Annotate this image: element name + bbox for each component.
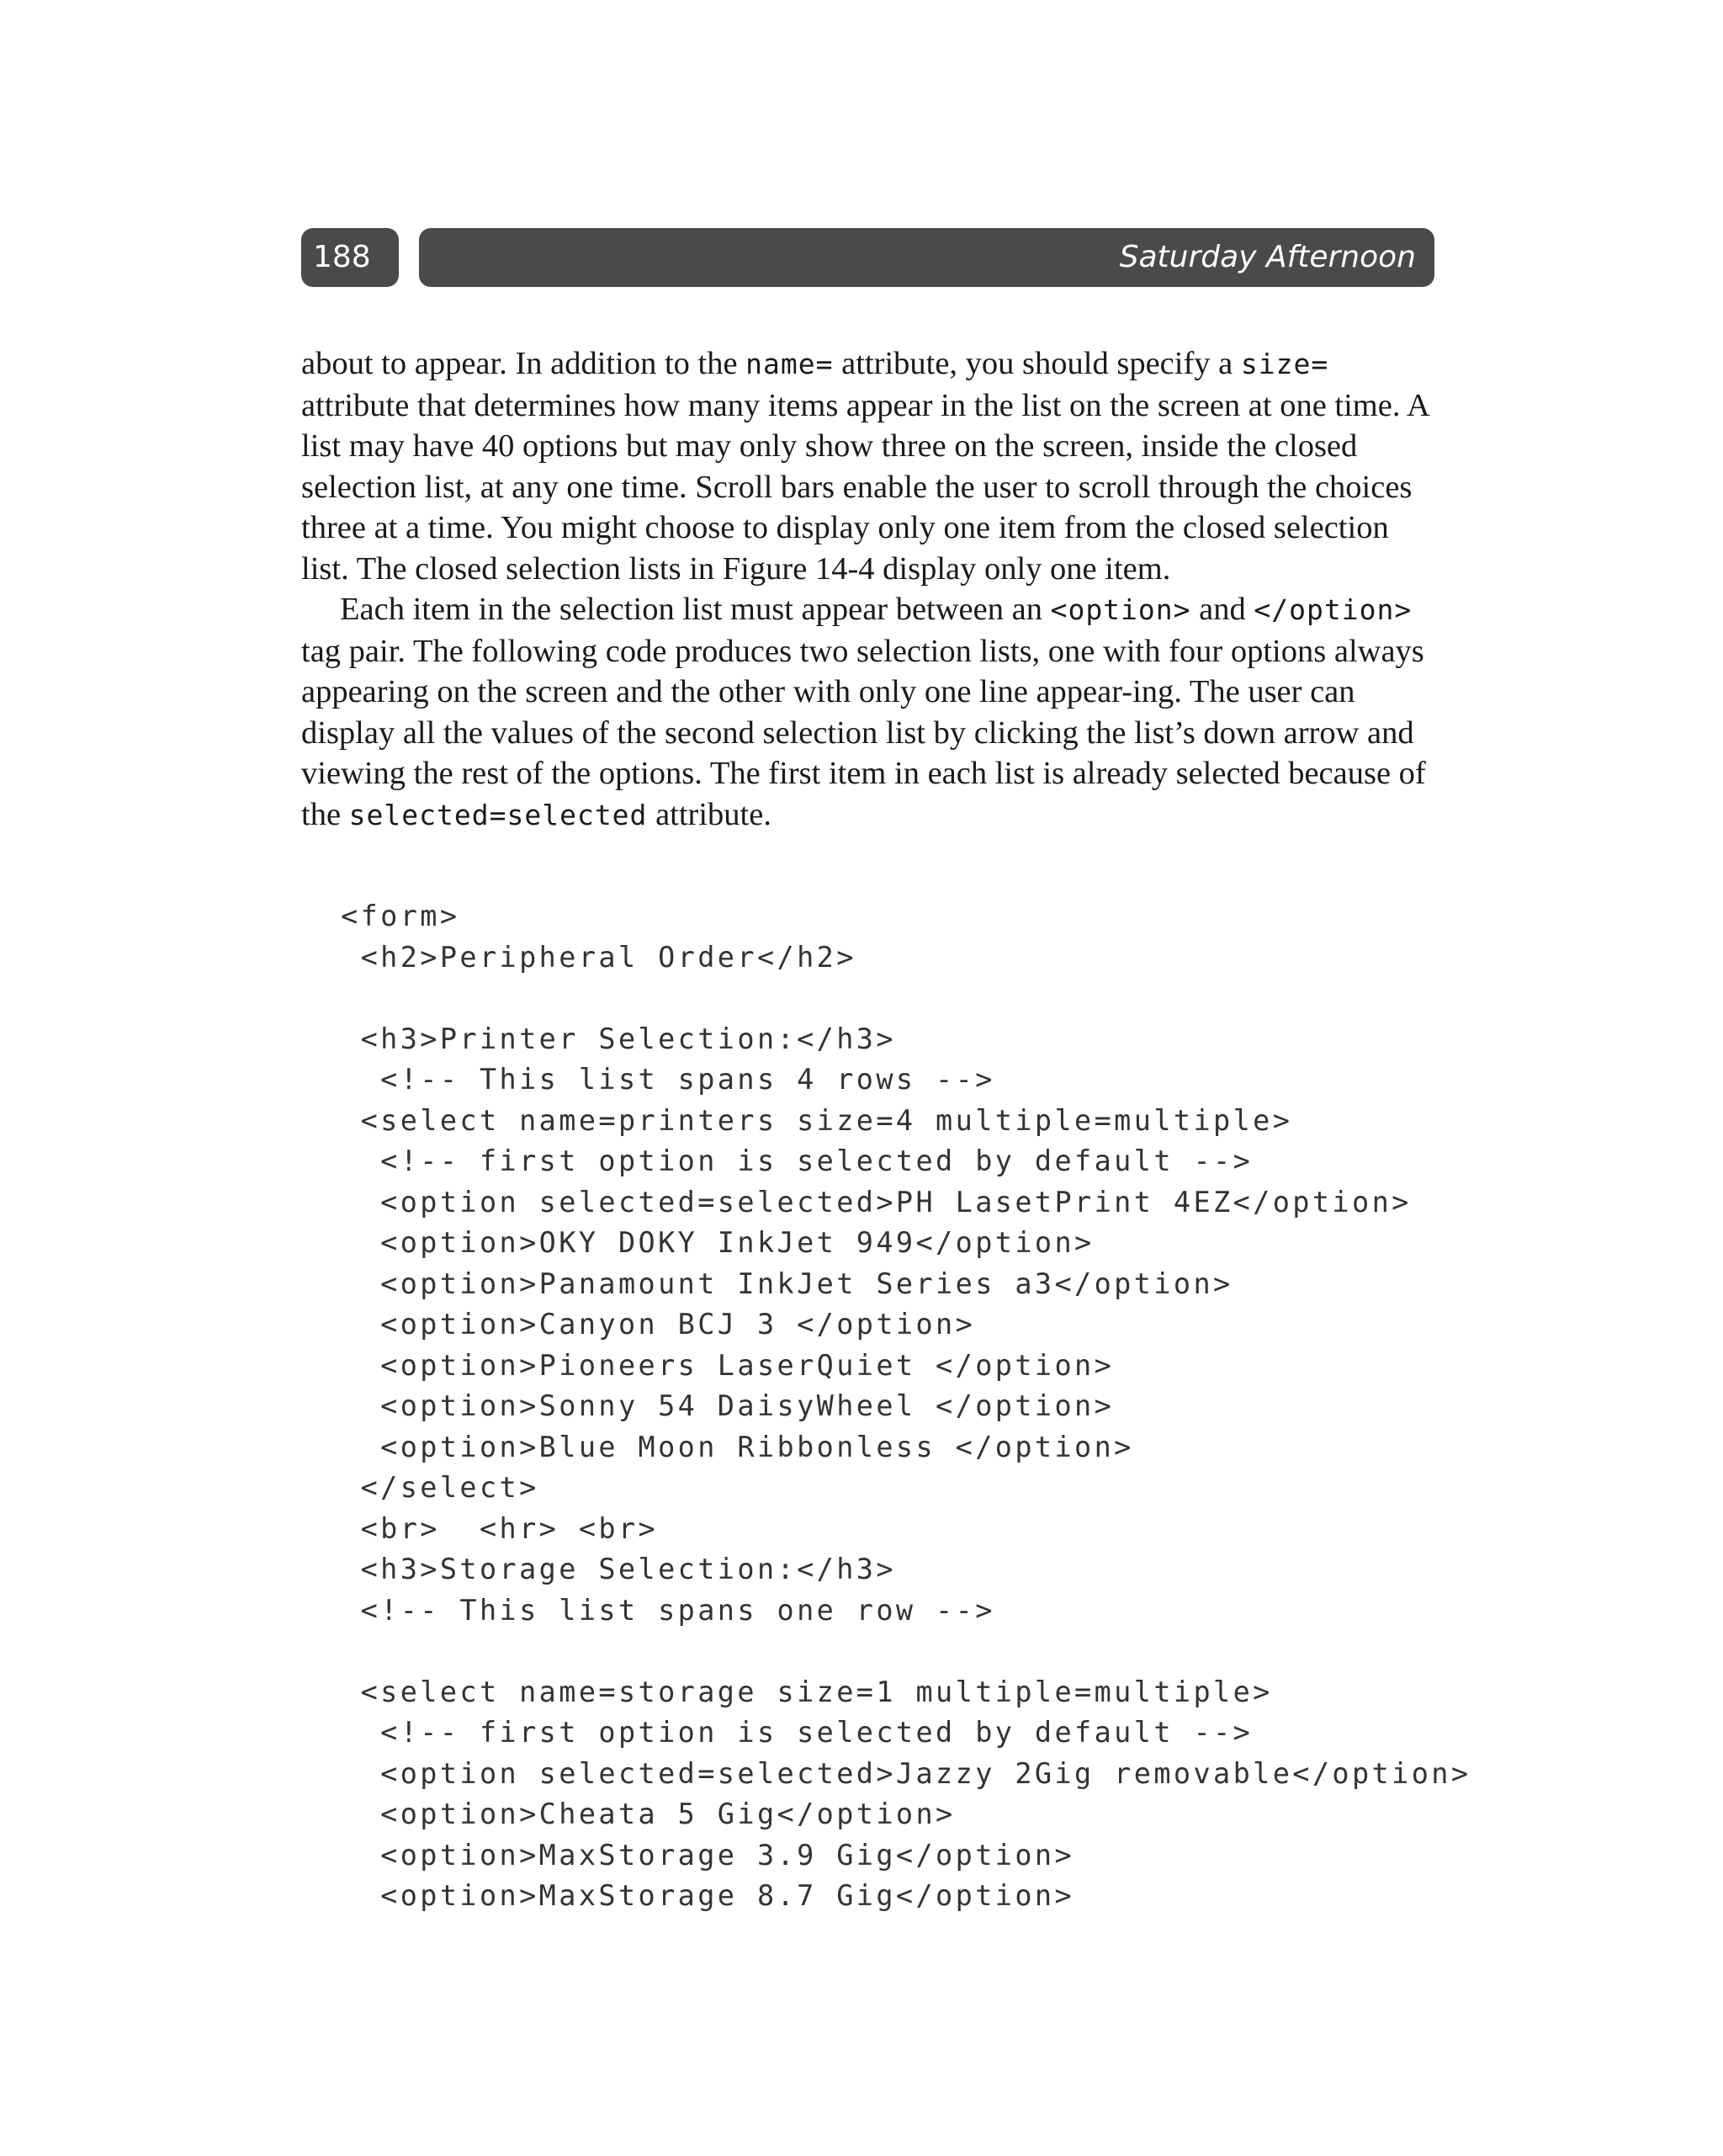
code-line: <select name=storage size=1 multiple=multiple> [341,1675,1273,1708]
text-run: tag pair. The following code produces two selection lists, one with four options always appearing on the screen and the other with only one line appear-ing. The user can display all the values of the second selection list by clicking the list’s down arrow and viewing the rest of the options. The first item in each list is already selected because of the [301,633,1426,832]
code-line: <option>Pioneers LaserQuiet </option> [341,1348,1115,1382]
page-number: 188 [301,228,399,287]
code-line: <!-- This list spans one row --> [341,1593,995,1627]
inline-code: name= [745,348,834,380]
code-line: <!-- first option is selected by default --> [341,1716,1254,1749]
code-line: <!-- This list spans 4 rows --> [341,1063,995,1096]
text-run: about to appear. In addition to the [301,346,746,381]
inline-code: <option> [1050,593,1191,626]
running-header [301,228,1434,287]
code-line: <option>Cheata 5 Gig</option> [341,1798,956,1830]
code-line: <h3>Storage Selection:</h3> [341,1553,896,1585]
code-line [341,978,1434,1019]
code-line: <select name=printers size=4 multiple=multiple> [341,1103,1293,1137]
code-line: <!-- first option is selected by default --> [341,1144,1254,1177]
inline-code: </option> [1254,593,1413,626]
code-line: <option>MaxStorage 8.7 Gig</option> [341,1879,1075,1912]
code-line [341,1631,1434,1672]
code-line: <option selected=selected>PH LasetPrint 4EZ</option> [341,1185,1412,1219]
inline-code: size= [1240,348,1329,380]
text-run: Each item in the selection list must appear between an [340,592,1051,627]
inline-code: selected=selected [348,798,648,831]
text-run: attribute that determines how many items appear in the list on the screen at one time. A list may have 40 options but may only show three on the screen, inside the closed selection list, at any one time. Scroll bars enable the user to scroll through the choices three at a time. You might choose to display only one item from the closed selection list. The closed selection lists in Figure 14-4 display only one item. [301,387,1429,587]
code-listing [341,896,1471,1917]
body-text [301,343,1434,836]
code-line: <option>Panamount InkJet Series a3</option> [341,1267,1233,1300]
code-line: <option>Canyon BCJ 3 </option> [341,1308,976,1341]
code-line: <h2>Peripheral Order</h2> [341,940,856,974]
code-line: <option>Blue Moon Ribbonless </option> [341,1430,1134,1463]
paragraph-1 [301,343,1434,589]
paragraph-2 [301,589,1434,836]
code-line: <option>OKY DOKY InkJet 949</option> [341,1226,1095,1259]
section-title: Saturday Afternoon [419,228,1434,287]
code-line: <form> [341,900,460,932]
text-run: and [1190,592,1254,627]
text-run: attribute. [647,796,771,832]
code-line: <option>Sonny 54 DaisyWheel </option> [341,1389,1115,1422]
code-line: <h3>Printer Selection:</h3> [341,1022,896,1055]
code-line: </select> [341,1471,539,1504]
text-run: attribute, you should specify a [833,346,1241,381]
code-line: <option>MaxStorage 3.9 Gig</option> [341,1838,1075,1872]
code-line: <br> <hr> <br> [341,1511,659,1545]
code-line: <option selected=selected>Jazzy 2Gig removable</option> [341,1756,1471,1790]
